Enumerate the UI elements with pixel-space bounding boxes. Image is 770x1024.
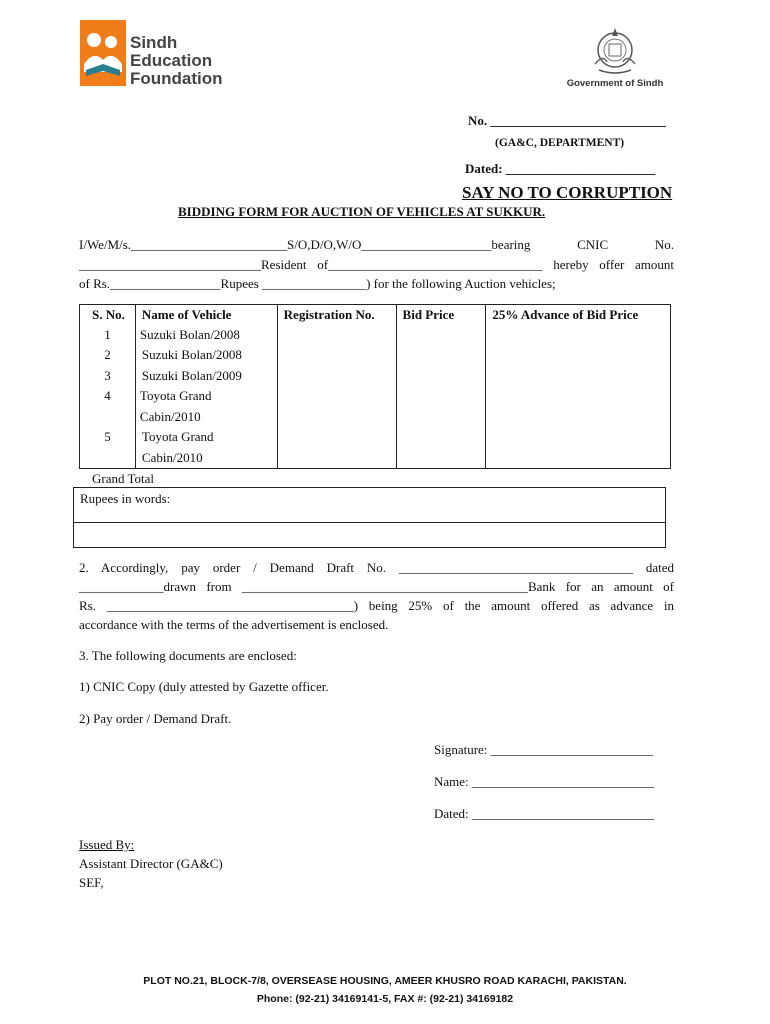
row-sno: 2 [80, 345, 136, 366]
row-registration-cell[interactable] [277, 427, 396, 469]
footer-phone: Phone: (92-21) 34169141-5, FAX #: (92-21) 34169182 [256, 993, 514, 1005]
document-item-cnic: 1) CNIC Copy (duly attested by Gazette officer. [79, 679, 329, 694]
table-row [80, 386, 671, 427]
issuer-role: Assistant Director (GA&C) [79, 856, 223, 871]
sef-logo [80, 20, 240, 90]
signature-field: Signature: _________________________ [434, 742, 654, 757]
header-sno: S. No. [80, 305, 136, 325]
rupees-in-words-box[interactable] [73, 487, 666, 548]
issuer-org: SEF, [79, 875, 104, 890]
dated-field: Dated: _______________________ [465, 161, 656, 176]
row-vehicle-name: Toyota Grand Cabin/2010 [135, 386, 277, 427]
table-row [80, 427, 671, 469]
words-box-divider [74, 522, 665, 523]
row-advance-cell[interactable] [486, 345, 671, 366]
name-field: Name: ____________________________ [434, 774, 654, 789]
row-registration-cell[interactable] [277, 386, 396, 427]
row-advance-cell[interactable] [486, 427, 671, 469]
document-item-pay-order: 2) Pay order / Demand Draft. [79, 711, 232, 726]
header-vehicle-name: Name of Vehicle [135, 305, 277, 325]
row-sno: 4 [80, 386, 136, 427]
header-advance: 25% Advance of Bid Price [486, 305, 671, 325]
grand-total-label: Grand Total [92, 471, 155, 486]
payment-line-2: _____________drawn from ____________________________________________Bank for an amount of [79, 579, 674, 594]
intro-line-3: of Rs._________________Rupees ________________) for the following Auction vehicles; [79, 276, 556, 291]
row-bid-price-cell[interactable] [396, 366, 486, 387]
row-vehicle-name: Suzuki Bolan/2008 [135, 325, 277, 346]
row-advance-cell[interactable] [486, 386, 671, 427]
row-advance-cell[interactable] [486, 325, 671, 346]
org-name-line2: Education [130, 51, 213, 70]
org-name-line3: Foundation [130, 69, 223, 88]
government-seal-icon [585, 24, 645, 76]
row-sno: 3 [80, 366, 136, 387]
row-vehicle-name: Toyota Grand Cabin/2010 [135, 427, 277, 469]
header-bid-price: Bid Price [396, 305, 486, 325]
org-name [130, 34, 223, 88]
payment-line-4: accordance with the terms of the advertisement is enclosed. [79, 617, 389, 632]
row-registration-cell[interactable] [277, 345, 396, 366]
form-title: BIDDING FORM FOR AUCTION OF VEHICLES AT SUKKUR. [178, 204, 546, 219]
org-name-line1: Sindh [130, 33, 178, 52]
intro-line-1: I/We/M/s.________________________S/O,D/O,W/O____________________bearing CNIC No. [79, 237, 674, 252]
documents-heading: 3. The following documents are enclosed: [79, 648, 297, 663]
row-advance-cell[interactable] [486, 366, 671, 387]
row-bid-price-cell[interactable] [396, 345, 486, 366]
row-bid-price-cell[interactable] [396, 386, 486, 427]
row-vehicle-name: Suzuki Bolan/2009 [135, 366, 277, 387]
sef-logo-icon [80, 20, 126, 86]
reference-number: No. ___________________________ [468, 113, 666, 128]
department-label: (GA&C, DEPARTMENT) [495, 137, 625, 149]
payment-line-3: Rs. ______________________________________) being 25% of the amount offered as advance in [79, 598, 674, 613]
table-row [80, 325, 671, 346]
header-registration: Registration No. [277, 305, 396, 325]
vehicle-table [79, 304, 671, 469]
row-sno: 5 [80, 427, 136, 469]
slogan-heading: SAY NO TO CORRUPTION [462, 183, 673, 202]
payment-line-1: 2. Accordingly, pay order / Demand Draft No. ____________________________________ dated [79, 560, 674, 575]
row-registration-cell[interactable] [277, 366, 396, 387]
government-label: Government of Sindh [566, 78, 664, 89]
footer-address: PLOT NO.21, BLOCK-7/8, OVERSEASE HOUSING, AMEER KHUSRO ROAD KARACHI, PAKISTAN. [143, 975, 627, 987]
row-registration-cell[interactable] [277, 325, 396, 346]
row-sno: 1 [80, 325, 136, 346]
intro-line-2: ____________________________Resident of_________________________________ hereby offer amount [79, 257, 674, 272]
row-bid-price-cell[interactable] [396, 325, 486, 346]
table-row [80, 345, 671, 366]
rupees-in-words-label: Rupees in words: [80, 491, 171, 506]
row-vehicle-name: Suzuki Bolan/2008 [135, 345, 277, 366]
issued-by-label: Issued By: [79, 837, 135, 852]
table-header-row [80, 305, 671, 325]
table-row [80, 366, 671, 387]
signature-dated-field: Dated: ____________________________ [434, 806, 654, 821]
row-bid-price-cell[interactable] [396, 427, 486, 469]
government-emblem [560, 24, 670, 94]
